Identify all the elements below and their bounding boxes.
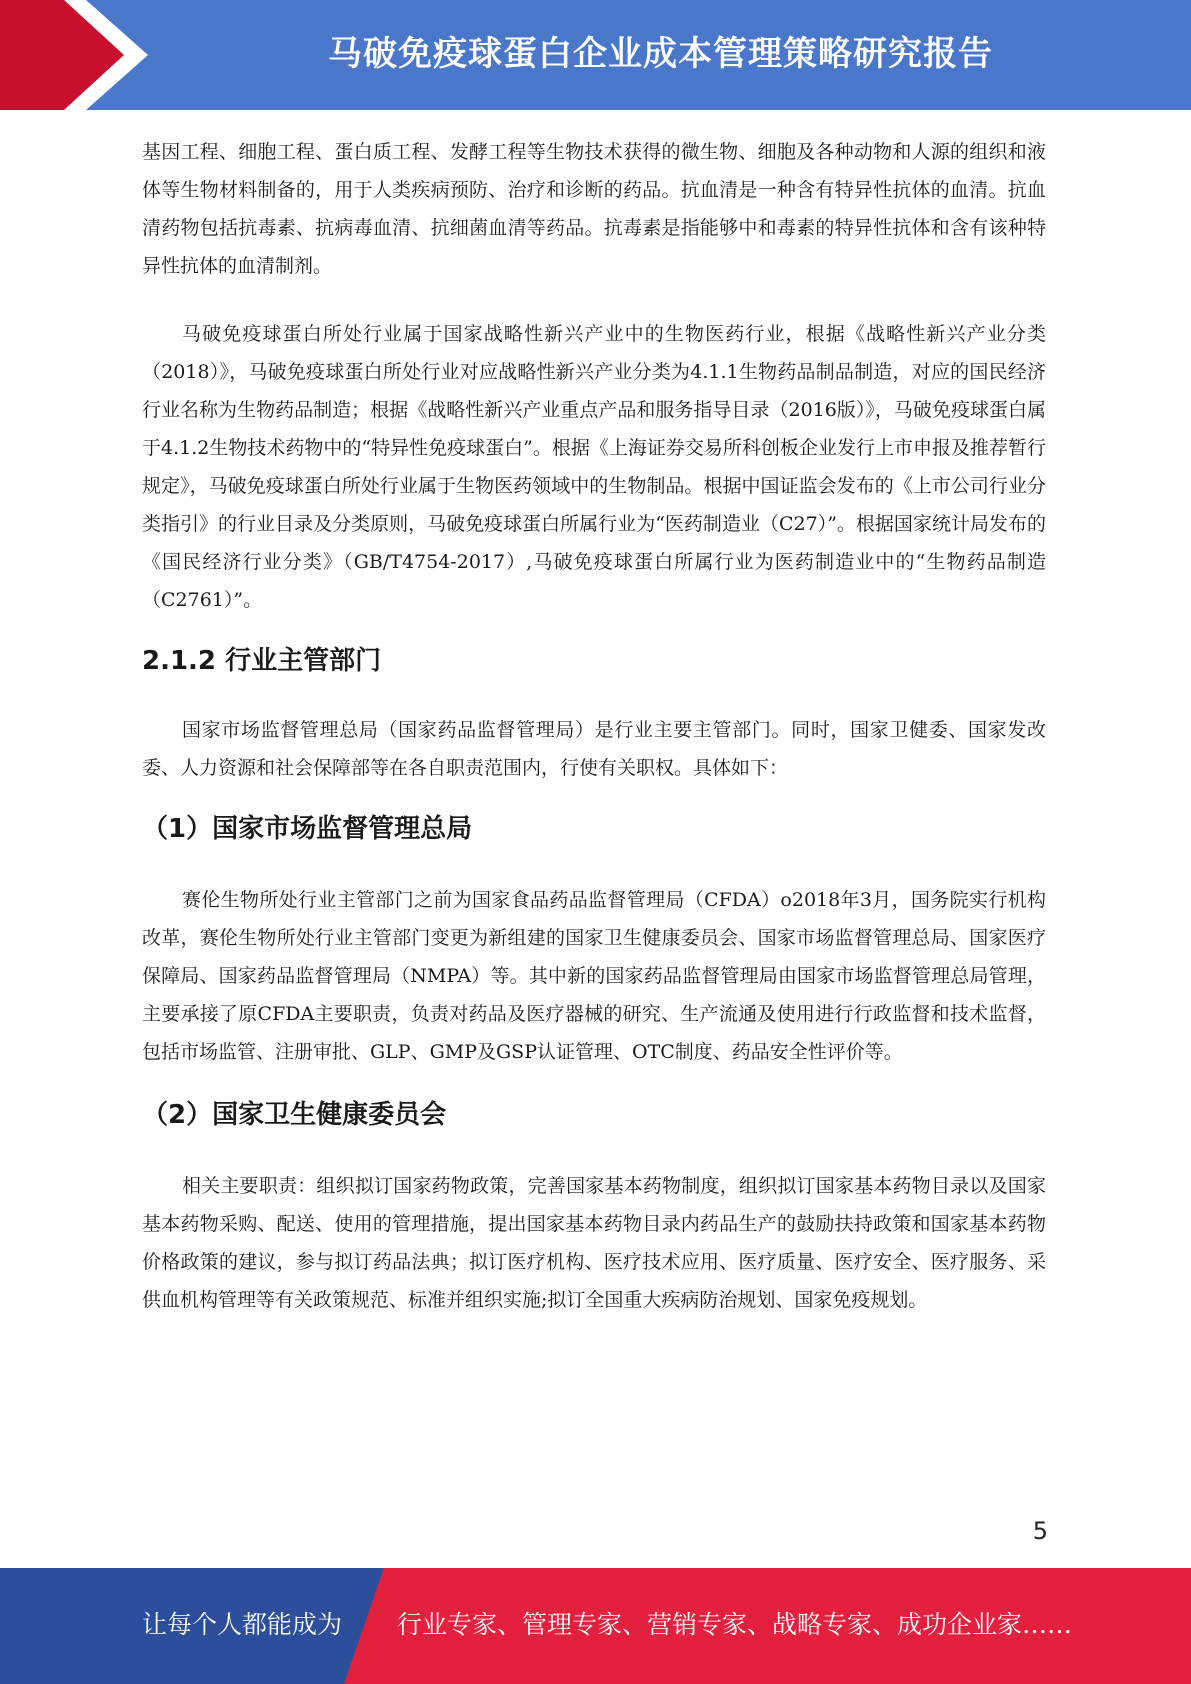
page-header (0, 0, 1191, 110)
subheading-samr: （1）国家市场监督管理总局 (142, 814, 473, 844)
paragraph-nhc-duties: 相关主要职责：组织拟订国家药物政策，完善国家基本药物制度，组织拟订国家基本药物目录以及国家基本药物采购、配送、使用的管理措施，提出国家基本药物目录内药品生产的鼓励扶持政策和国家基本药物价格政策的建议，参与拟订药品法典；拟订医疗机构、医疗技术应用、医疗质量、医疗安全、医疗服务、采供血机构管理等有关政策规范、标准并组织实施;拟订全国重大疾病防治规划、国家免疫规划。 (142, 1175, 1046, 1311)
paragraph-biologics-definition: 基因工程、细胞工程、蛋白质工程、发酵工程等生物技术获得的微生物、细胞及各种动物和人源的组织和液体等生物材料制备的，用于人类疾病预防、治疗和诊断的药品。抗血清是一种含有特异性抗体的血清。抗血清药物包括抗毒素、抗病毒血清、抗细菌血清等药品。抗毒素是指能够中和毒素的特异性抗体和含有该种特异性抗体的血清制剂。 (142, 141, 1046, 277)
footer-slogan-right: 行业专家、管理专家、营销专家、战略专家、成功企业家…… (397, 1610, 1073, 1639)
page-footer (0, 1568, 1191, 1684)
page-number: 5 (1032, 1517, 1048, 1545)
page-body (142, 133, 1046, 1319)
footer-slogan-left: 让每个人都能成为 (142, 1610, 343, 1639)
paragraph-regulators-overview: 国家市场监督管理总局（国家药品监督管理局）是行业主要主管部门。同时，国家卫健委、国家发改委、人力资源和社会保障部等在各自职责范围内，行使有关职权。具体如下： (142, 719, 1046, 779)
paragraph-industry-classification: 马破免疫球蛋白所处行业属于国家战略性新兴产业中的生物医药行业，根据《战略性新兴产业分类（2018）》，马破免疫球蛋白所处行业对应战略性新兴产业分类为4.1.1生物药品制品制造，对应的国民经济行业名称为生物药品制造；根据《战略性新兴产业重点产品和服务指导目录（2016版）》，马破免疫球蛋白属于4.1.2生物技术药物中的“特异性免疫球蛋白”。根据《上海证券交易所科创板企业发行上市申报及推荐暂行规定》，马破免疫球蛋白所处行业属于生物医药领域中的生物制品。根据中国证监会发布的《上市公司行业分类指引》的行业目录及分类原则，马破免疫球蛋白所属行业为“医药制造业（C27）”。根据国家统计局发布的《国民经济行业分类》（GB/T4754-2017）,马破免疫球蛋白所属行业为医药制造业中的“生物药品制造（C2761）”。 (142, 323, 1046, 611)
subheading-nhc: （2）国家卫生健康委员会 (142, 1100, 447, 1130)
document-title: 马破免疫球蛋白企业成本管理策略研究报告 (328, 34, 993, 74)
paragraph-samr-details: 赛伦生物所处行业主管部门之前为国家食品药品监督管理局（CFDA）o2018年3月，国务院实行机构改革，赛伦生物所处行业主管部门变更为新组建的国家卫生健康委员会、国家市场监督管理总局、国家医疗保障局、国家药品监督管理局（NMPA）等。其中新的国家药品监督管理局由国家市场监督管理总局管理，主要承接了原CFDA主要职责，负责对药品及医疗器械的研究、生产流通及使用进行行政监督和技术监督，包括市场监管、注册审批、GLP、GMP及GSP认证管理、OTC制度、药品安全性评价等。 (142, 889, 1046, 1063)
section-heading-2-1-2: 2.1.2 行业主管部门 (142, 646, 382, 676)
